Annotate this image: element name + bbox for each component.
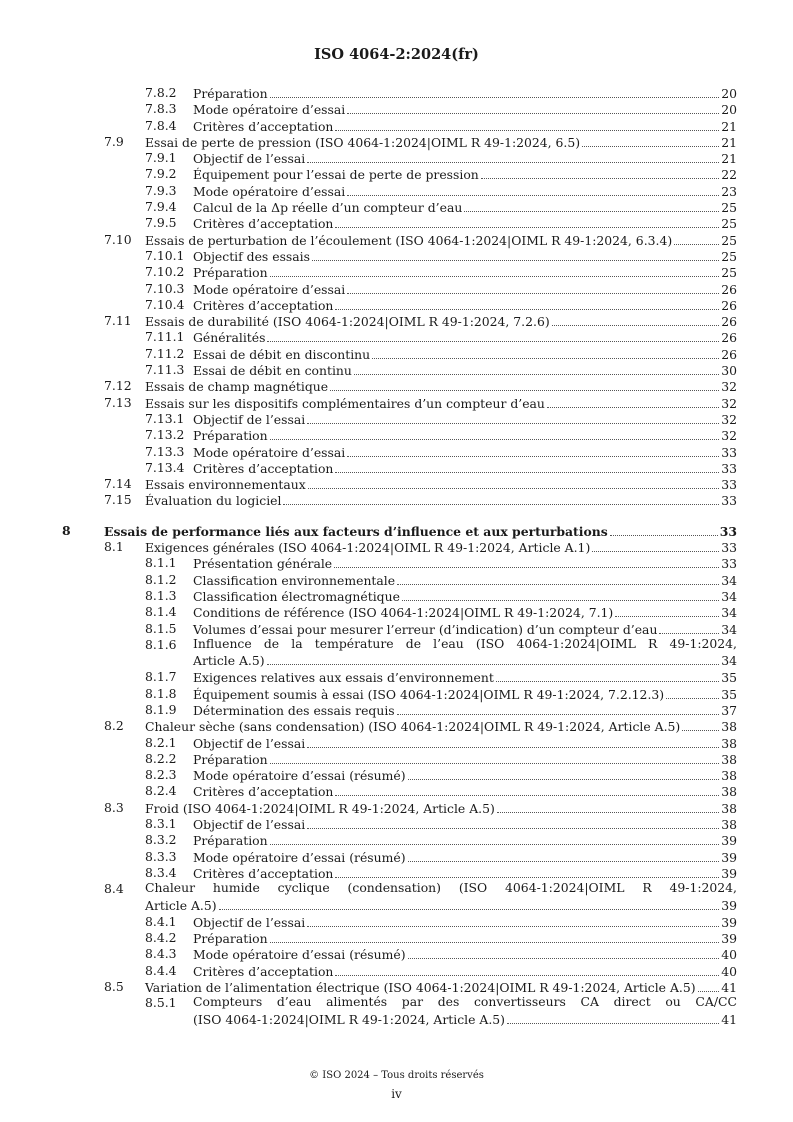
toc-leader-dots [330, 378, 719, 391]
toc-entry-title: Préparation [193, 428, 268, 444]
toc-leader-dots [312, 248, 719, 261]
toc-entry-number: 8.1.3 [145, 587, 177, 603]
page-number: iv [391, 1087, 402, 1101]
toc-entry-number: 8.1.6 [145, 636, 177, 652]
toc-entry[interactable] [0, 166, 793, 182]
toc-entry-title: Chaleur sèche (sans condensation) (ISO 4064-1:2024|OIML R 49-1:2024, Article A.5) [145, 719, 681, 735]
toc-leader-dots [270, 930, 720, 943]
toc-entry[interactable] [0, 411, 793, 427]
toc-entry-title: Critères d’acceptation [193, 297, 334, 313]
toc-entry[interactable] [0, 329, 793, 345]
toc-entry[interactable] [0, 215, 793, 231]
toc-entry-number: 7.13.1 [145, 410, 185, 426]
toc-entry-number: 8 [62, 522, 71, 538]
toc-leader-dots [270, 85, 720, 98]
toc-entry-title: Mode opératoire d’essai (résumé) [193, 947, 406, 963]
toc-entry[interactable] [0, 378, 793, 394]
toc-entry[interactable] [0, 930, 793, 946]
toc-entry-number: 7.11 [104, 313, 132, 329]
toc-entry-title: Critères d’acceptation [193, 216, 334, 232]
toc-entry[interactable] [0, 150, 793, 166]
toc-entry[interactable] [0, 264, 793, 280]
toc-entry-number: 7.12 [104, 378, 132, 394]
toc-leader-dots [592, 539, 719, 552]
toc-entry-number: 8.3.1 [145, 816, 177, 832]
toc-entry-number: 7.10 [104, 231, 132, 247]
toc-entry-title: Variation de l’alimentation électrique (ISO 4064-1:2024|OIML R 49-1:2024, Article A.5) [145, 980, 696, 996]
toc-leader-dots [270, 751, 720, 764]
toc-leader-dots [307, 735, 719, 748]
toc-entry[interactable] [0, 914, 793, 930]
toc-entry-title-continued: Article A.5) [193, 653, 265, 669]
toc-entry-number: 8.2.1 [145, 734, 177, 750]
toc-entry-page: 38 [721, 735, 737, 751]
toc-entry[interactable] [0, 297, 793, 313]
toc-entry[interactable] [0, 232, 793, 248]
toc-leader-dots [659, 621, 719, 634]
toc-entry-title: Critères d’acceptation [193, 784, 334, 800]
toc-entry-page: 26 [721, 314, 737, 330]
toc-entry-title: Essai de perte de pression (ISO 4064-1:2024|OIML R 49-1:2024, 6.5) [145, 134, 581, 150]
toc-entry-page: 22 [721, 167, 737, 183]
toc-entry-page: 33 [719, 523, 737, 539]
toc-leader-dots [408, 767, 720, 780]
toc-entry-number: 8.5 [104, 979, 124, 995]
toc-entry-page: 33 [721, 540, 737, 556]
toc-entry-title: Essais de champ magnétique [145, 379, 329, 395]
toc-leader-dots [402, 588, 719, 601]
toc-entry-title: Préparation [193, 931, 268, 947]
toc-entry-page: 39 [721, 865, 737, 881]
toc-entry-number: 8.1.2 [145, 571, 177, 587]
toc-entry-page: 25 [721, 216, 737, 232]
toc-entry-title: Préparation [193, 86, 268, 101]
toc-entry[interactable] [0, 718, 793, 734]
toc-leader-dots [335, 865, 719, 878]
toc-leader-dots [698, 979, 720, 992]
toc-entry-number: 8.2.2 [145, 750, 177, 766]
toc-entry-page: 40 [721, 947, 737, 963]
toc-leader-dots [307, 816, 719, 829]
toc-leader-dots [397, 572, 719, 585]
toc-entry[interactable] [0, 183, 793, 199]
toc-entry-number: 8.2.4 [145, 783, 177, 799]
toc-entry-title: Évaluation du logiciel [145, 493, 282, 509]
toc-entry-title: Calcul de la Δp réelle d’un compteur d’eau [193, 200, 463, 216]
toc-entry-title: Préparation [193, 751, 268, 767]
toc-leader-dots [497, 800, 719, 813]
toc-leader-dots [481, 166, 719, 179]
toc-entry-number: 8.5.1 [145, 995, 177, 1011]
toc-entry-page: 30 [721, 363, 737, 379]
toc-entry[interactable] [0, 800, 793, 816]
toc-entry-number: 8.4.2 [145, 930, 177, 946]
toc-leader-dots [335, 297, 719, 310]
toc-entry-number: 7.13.2 [145, 427, 185, 443]
toc-leader-dots [267, 329, 719, 342]
copyright-notice: © ISO 2024 – Tous droits réservés [309, 1070, 484, 1081]
toc-entry-page: 38 [721, 719, 737, 735]
toc-leader-dots [307, 150, 719, 163]
toc-entry-title: Chaleur humide cyclique (condensation) (ISO 4064-1:2024|OIML R 49-1:2024, [145, 880, 737, 896]
toc-entry-title: Équipement soumis à essai (ISO 4064-1:2024|OIML R 49-1:2024, 7.2.12.3) [193, 686, 665, 702]
toc-leader-dots [666, 686, 719, 699]
toc-entry-title: Essais sur les dispositifs complémentaires d’un compteur d’eau [145, 395, 545, 411]
toc-entry-title: Conditions de référence (ISO 4064-1:2024|OIML R 49-1:2024, 7.1) [193, 605, 614, 621]
toc-entry[interactable] [0, 686, 793, 702]
toc-entry-number: 8.1.8 [145, 685, 177, 701]
toc-entry-title: Compteurs d’eau alimentés par des convertisseurs CA direct ou CA/CC [193, 994, 737, 1010]
toc-entry-page: 38 [721, 817, 737, 833]
toc-leader-dots [270, 832, 720, 845]
toc-entry-number: 8.4.1 [145, 913, 177, 929]
toc-entry-number: 8.4.4 [145, 962, 177, 978]
toc-leader-dots [307, 411, 719, 424]
toc-entry[interactable] [0, 963, 793, 979]
toc-leader-dots [347, 101, 719, 114]
toc-entry-number: 8.4.3 [145, 946, 177, 962]
toc-entry-number: 7.9 [104, 133, 124, 149]
toc-entry[interactable] [0, 881, 793, 914]
toc-entry-number: 7.15 [104, 492, 132, 508]
toc-entry[interactable] [0, 669, 793, 685]
toc-entry-page: 41 [721, 1011, 737, 1027]
toc-leader-dots [507, 1011, 719, 1024]
toc-entry[interactable] [0, 849, 793, 865]
toc-entry-title: Critères d’acceptation [193, 118, 334, 134]
toc-entry-page: 25 [721, 200, 737, 216]
toc-entry-title: Objectif de l’essai [193, 914, 306, 930]
toc-entry-page: 34 [721, 572, 737, 588]
toc-entry-number: 7.10.1 [145, 247, 185, 263]
toc-entry[interactable] [0, 751, 793, 767]
toc-leader-dots [347, 281, 719, 294]
toc-entry-title: Objectif de l’essai [193, 735, 306, 751]
toc-entry-number: 7.13.3 [145, 443, 185, 459]
toc-entry[interactable] [0, 621, 793, 637]
toc-leader-dots [552, 313, 720, 326]
toc-entry-number: 8.3.3 [145, 848, 177, 864]
toc-entry[interactable] [0, 572, 793, 588]
toc-entry-number: 8.3 [104, 799, 124, 815]
toc-entry-page: 33 [721, 444, 737, 460]
toc-entry-title: Préparation [193, 265, 268, 281]
toc-entry[interactable] [0, 604, 793, 620]
toc-entry-page: 41 [721, 980, 737, 996]
toc-leader-dots [547, 395, 719, 408]
toc-entry-page: 34 [721, 653, 737, 669]
toc-leader-dots [682, 718, 719, 731]
toc-entry[interactable] [0, 523, 793, 539]
toc-leader-dots [397, 702, 720, 715]
toc-entry-title: Exigences relatives aux essais d’environnement [193, 670, 494, 686]
toc-entry-title: Essais de performance liés aux facteurs d’influence et aux perturbations [104, 523, 608, 539]
toc-entry-page: 39 [721, 897, 737, 913]
toc-entry-number: 8.2 [104, 718, 124, 734]
toc-entry-page: 21 [721, 118, 737, 134]
toc-entry-page: 39 [721, 931, 737, 947]
toc-entry[interactable] [0, 346, 793, 362]
toc-entry-title: Objectif des essais [193, 248, 310, 264]
toc-entry-title: Essais de perturbation de l’écoulement (ISO 4064-1:2024|OIML R 49-1:2024, 6.3.4) [145, 232, 673, 248]
toc-entry-number: 8.3.2 [145, 832, 177, 848]
toc-entry-number: 8.1.1 [145, 555, 177, 571]
toc-leader-dots [335, 118, 719, 131]
toc-entry[interactable] [0, 555, 793, 571]
toc-entry-page: 39 [721, 849, 737, 865]
toc-entry[interactable] [0, 767, 793, 783]
toc-entry-page: 32 [721, 379, 737, 395]
toc-entry[interactable] [0, 313, 793, 329]
toc-entry-page: 21 [721, 134, 737, 150]
toc-leader-dots [354, 362, 719, 375]
toc-entry-number: 7.11.3 [145, 362, 185, 378]
toc-entry-number: 8.3.4 [145, 864, 177, 880]
toc-entry-title: Influence de la température de l’eau (ISO 4064-1:2024|OIML R 49-1:2024, [193, 635, 737, 651]
toc-entry[interactable] [0, 101, 793, 117]
toc-entry-page: 33 [721, 556, 737, 572]
table-of-contents [0, 85, 793, 1028]
toc-leader-dots [347, 444, 719, 457]
toc-entry[interactable] [0, 492, 793, 508]
toc-entry-title: Classification environnementale [193, 572, 396, 588]
toc-entry-page: 40 [721, 963, 737, 979]
toc-entry-page: 35 [721, 670, 737, 686]
toc-entry-page: 26 [721, 281, 737, 297]
toc-entry-title: Froid (ISO 4064-1:2024|OIML R 49-1:2024, Article A.5) [145, 800, 495, 816]
toc-entry-title: Mode opératoire d’essai (résumé) [193, 768, 406, 784]
toc-leader-dots [334, 555, 719, 568]
toc-entry-number: 7.9.4 [145, 199, 177, 215]
toc-entry-title: Généralités [193, 330, 266, 346]
toc-entry[interactable] [0, 832, 793, 848]
toc-entry[interactable] [0, 281, 793, 297]
toc-entry-title: Classification électromagnétique [193, 588, 400, 604]
toc-entry-title: Présentation générale [193, 556, 333, 572]
toc-entry-title: Détermination des essais requis [193, 702, 395, 718]
toc-entry-page: 35 [721, 686, 737, 702]
toc-entry-page: 33 [721, 477, 737, 493]
toc-leader-dots [496, 669, 719, 682]
toc-entry[interactable] [0, 702, 793, 718]
toc-entry-number: 8.1 [104, 539, 124, 555]
toc-entry-title: Mode opératoire d’essai [193, 281, 346, 297]
toc-entry-title: Exigences générales (ISO 4064-1:2024|OIML R 49-1:2024, Article A.1) [145, 540, 591, 556]
toc-leader-dots [219, 897, 720, 910]
toc-leader-dots [267, 652, 720, 665]
toc-entry-title: Mode opératoire d’essai [193, 102, 346, 118]
toc-leader-dots [307, 914, 719, 927]
toc-leader-dots [347, 183, 719, 196]
toc-entry-title: Essais environnementaux [145, 477, 306, 493]
toc-entry-title: Essais de durabilité (ISO 4064-1:2024|OIML R 49-1:2024, 7.2.6) [145, 314, 550, 330]
toc-entry[interactable] [0, 85, 793, 101]
toc-entry-page: 26 [721, 346, 737, 362]
toc-entry-page: 38 [721, 800, 737, 816]
toc-entry-page: 34 [721, 621, 737, 637]
toc-leader-dots [615, 604, 719, 617]
toc-entry-page: 34 [721, 605, 737, 621]
toc-entry[interactable] [0, 946, 793, 962]
toc-leader-dots [335, 460, 719, 473]
toc-entry-page: 20 [721, 86, 737, 101]
toc-entry-page: 32 [721, 395, 737, 411]
toc-entry-page: 25 [721, 248, 737, 264]
toc-entry-title: Critères d’acceptation [193, 460, 334, 476]
toc-entry-page: 39 [721, 833, 737, 849]
toc-entry[interactable] [0, 995, 793, 1028]
toc-entry-number: 7.8.2 [145, 85, 177, 100]
toc-entry[interactable] [0, 460, 793, 476]
toc-entry-title: Objectif de l’essai [193, 411, 306, 427]
toc-leader-dots [582, 134, 719, 147]
toc-entry-page: 33 [721, 493, 737, 509]
toc-entry[interactable] [0, 637, 793, 670]
toc-entry-page: 20 [721, 102, 737, 118]
toc-entry[interactable] [0, 362, 793, 378]
toc-entry[interactable] [0, 248, 793, 264]
toc-entry-title: Critères d’acceptation [193, 865, 334, 881]
toc-entry-number: 7.10.3 [145, 280, 185, 296]
toc-entry[interactable] [0, 395, 793, 411]
toc-entry-title: Volumes d’essai pour mesurer l’erreur (d’indication) d’un compteur d’eau [193, 621, 658, 637]
toc-entry-number: 7.9.2 [145, 166, 177, 182]
toc-entry-page: 21 [721, 151, 737, 167]
toc-entry-number: 7.13 [104, 394, 132, 410]
toc-entry-number: 8.1.4 [145, 604, 177, 620]
toc-entry[interactable] [0, 118, 793, 134]
toc-entry-number: 8.4 [104, 881, 124, 897]
toc-entry[interactable] [0, 865, 793, 881]
toc-entry-page: 25 [721, 232, 737, 248]
toc-entry-page: 25 [721, 265, 737, 281]
toc-entry-page: 39 [721, 914, 737, 930]
toc-entry-page: 38 [721, 768, 737, 784]
toc-leader-dots [335, 783, 719, 796]
toc-entry-page: 34 [721, 588, 737, 604]
toc-leader-dots [283, 492, 719, 505]
toc-entry-number: 7.11.1 [145, 329, 185, 345]
toc-entry-title: Mode opératoire d’essai [193, 444, 346, 460]
toc-entry-number: 7.8.3 [145, 101, 177, 117]
toc-leader-dots [674, 232, 719, 245]
toc-entry-title: Essai de débit en continu [193, 363, 352, 379]
toc-entry-title: Préparation [193, 833, 268, 849]
toc-entry-number: 7.11.2 [145, 345, 185, 361]
toc-entry-number: 7.10.2 [145, 264, 185, 280]
toc-entry-title: Équipement pour l’essai de perte de pression [193, 167, 479, 183]
toc-entry[interactable] [0, 783, 793, 799]
toc-leader-dots [372, 346, 719, 359]
toc-leader-dots [270, 427, 720, 440]
toc-entry-title-continued: Article A.5) [145, 897, 217, 913]
toc-entry-page: 32 [721, 411, 737, 427]
toc-leader-dots [408, 849, 720, 862]
document-header: ISO 4064-2:2024(fr) [314, 46, 479, 63]
toc-entry-page: 32 [721, 428, 737, 444]
toc-leader-dots [610, 523, 718, 536]
toc-entry-title: Objectif de l’essai [193, 151, 306, 167]
toc-entry[interactable] [0, 979, 793, 995]
toc-entry-number: 8.1.9 [145, 701, 177, 717]
toc-entry-number: 8.1.5 [145, 620, 177, 636]
toc-entry-number: 7.9.1 [145, 150, 177, 166]
toc-entry-title: Objectif de l’essai [193, 817, 306, 833]
toc-entry[interactable] [0, 427, 793, 443]
toc-entry[interactable] [0, 588, 793, 604]
toc-leader-dots [335, 215, 719, 228]
toc-entry[interactable] [0, 539, 793, 555]
toc-entry[interactable] [0, 816, 793, 832]
toc-leader-dots [464, 199, 719, 212]
toc-leader-dots [408, 946, 720, 959]
toc-entry[interactable] [0, 735, 793, 751]
toc-entry-number: 8.2.3 [145, 767, 177, 783]
toc-entry-title-continued: (ISO 4064-1:2024|OIML R 49-1:2024, Article A.5) [193, 1011, 505, 1027]
toc-entry-number: 7.9.3 [145, 182, 177, 198]
toc-leader-dots [335, 963, 719, 976]
toc-entry-title: Mode opératoire d’essai [193, 183, 346, 199]
toc-entry-number: 7.10.4 [145, 296, 185, 312]
toc-entry-page: 38 [721, 784, 737, 800]
toc-entry-title: Mode opératoire d’essai (résumé) [193, 849, 406, 865]
toc-leader-dots [308, 476, 719, 489]
toc-entry-page: 23 [721, 183, 737, 199]
toc-entry[interactable] [0, 444, 793, 460]
toc-entry-number: 7.8.4 [145, 117, 177, 133]
toc-entry[interactable] [0, 199, 793, 215]
toc-entry-page: 37 [721, 702, 737, 718]
toc-entry-page: 26 [721, 330, 737, 346]
toc-entry-number: 7.9.5 [145, 215, 177, 231]
toc-entry[interactable] [0, 476, 793, 492]
toc-entry-number: 7.13.4 [145, 459, 185, 475]
toc-entry-page: 38 [721, 751, 737, 767]
toc-entry-page: 33 [721, 460, 737, 476]
toc-entry-page: 26 [721, 297, 737, 313]
toc-entry[interactable] [0, 134, 793, 150]
toc-entry-title: Essai de débit en discontinu [193, 346, 371, 362]
toc-entry-title: Critères d’acceptation [193, 963, 334, 979]
toc-entry-number: 8.1.7 [145, 669, 177, 685]
toc-leader-dots [270, 264, 720, 277]
toc-entry-number: 7.14 [104, 476, 132, 492]
